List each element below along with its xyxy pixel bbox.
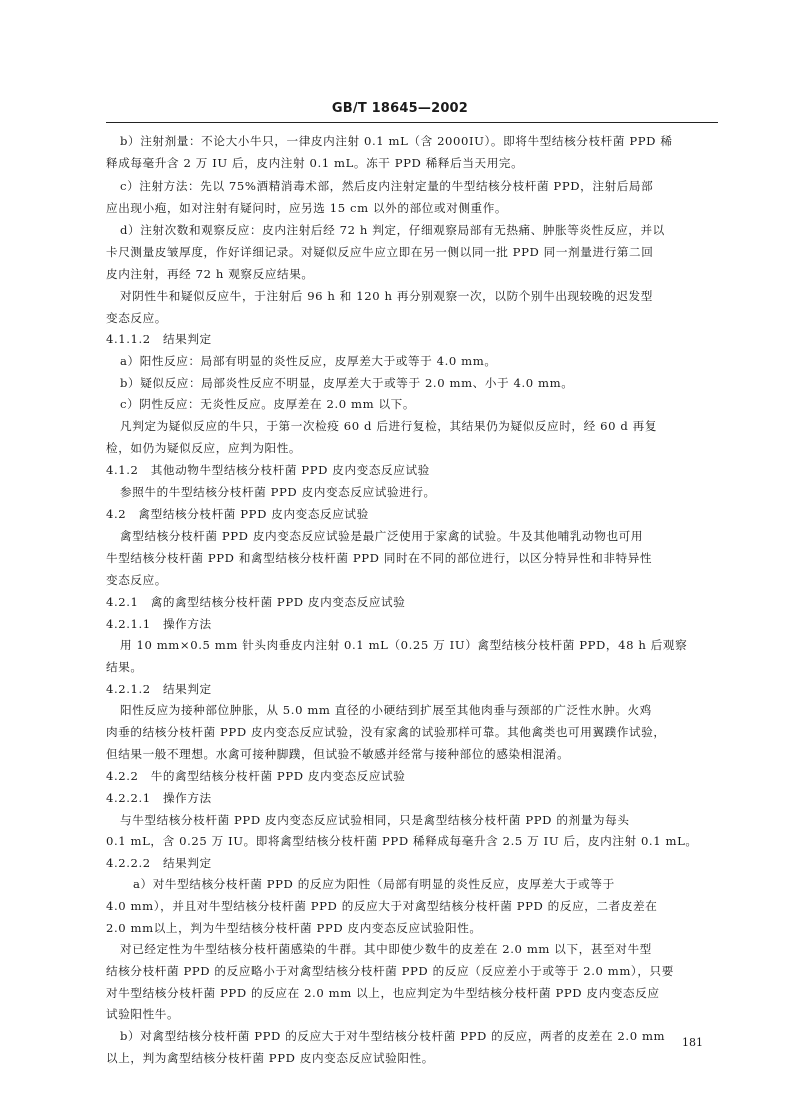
text-line: 试验阳性牛。 [106, 1007, 180, 1021]
text-line: b）注射剂量：不论大小牛只，一律皮内注射 0.1 mL（含 2000IU）。即将牛型结核分枝杆菌 PPD 稀 [120, 134, 673, 148]
text-line: 用 10 mm×0.5 mm 针头肉垂皮内注射 0.1 mL（0.25 万 IU）禽型结核分枝杆菌 PPD，48 h 后观察 [120, 638, 688, 652]
text-line: 应出现小疱，如对注射有疑问时，应另选 15 cm 以外的部位或对侧重作。 [106, 201, 508, 215]
text-line: 参照牛的牛型结核分枝杆菌 PPD 皮内变态反应试验进行。 [120, 485, 436, 499]
text-line: 释成每毫升含 2 万 IU 后，皮内注射 0.1 mL。冻干 PPD 稀释后当天用完。 [106, 156, 524, 170]
text-line: d）注射次数和观察反应：皮内注射后经 72 h 判定，仔细观察局部有无热痛、肿胀等炎性反应，并以 [120, 223, 665, 237]
text-line: 4.2.1.1 操作方法 [106, 617, 212, 631]
text-line: 0.1 mL，含 0.25 万 IU。即将禽型结核分枝杆菌 PPD 稀释成每毫升含 2.5 万 IU 后，皮内注射 0.1 mL。 [106, 834, 698, 848]
text-line: 4.1.2 其他动物牛型结核分枝杆菌 PPD 皮内变态反应试验 [106, 463, 430, 477]
text-line: 变态反应。 [106, 311, 167, 325]
header-rule [106, 122, 718, 123]
text-line: 对已经定性为牛型结核分枝杆菌感染的牛群。其中即使少数牛的皮差在 2.0 mm 以下，甚至对牛型 [120, 942, 652, 956]
text-line: b）疑似反应：局部炎性反应不明显，皮厚差大于或等于 2.0 mm、小于 4.0 mm。 [120, 376, 574, 390]
text-line: 4.2.1.2 结果判定 [106, 682, 212, 696]
text-line: 禽型结核分枝杆菌 PPD 皮内变态反应试验是最广泛使用于家禽的试验。牛及其他哺乳动物也可用 [120, 529, 644, 543]
text-line: 4.2.2.1 操作方法 [106, 791, 212, 805]
text-line: 检，如仍为疑似反应，应判为阳性。 [106, 441, 302, 455]
text-line: 4.2 禽型结核分枝杆菌 PPD 皮内变态反应试验 [106, 507, 369, 521]
text-line: 2.0 mm以上，判为牛型结核分枝杆菌 PPD 皮内变态反应试验阳性。 [106, 921, 482, 935]
text-line: 4.2.2.2 结果判定 [106, 856, 212, 870]
text-line: 凡判定为疑似反应的牛只，于第一次检疫 60 d 后进行复检，其结果仍为疑似反应时，经 60 d 再复 [120, 419, 658, 433]
text-line: 阳性反应为接种部位肿胀，从 5.0 mm 直径的小硬结到扩展至其他肉垂与颈部的广泛性水肿。火鸡 [120, 703, 652, 717]
text-line: 4.2.2 牛的禽型结核分枝杆菌 PPD 皮内变态反应试验 [106, 769, 406, 783]
text-line: a）阳性反应：局部有明显的炎性反应，皮厚差大于或等于 4.0 mm。 [120, 354, 497, 368]
text-line: 结果。 [106, 660, 143, 674]
text-line: a）对牛型结核分枝杆菌 PPD 的反应为阳性（局部有明显的炎性反应，皮厚差大于或等于 [133, 877, 615, 891]
text-line: c）阴性反应：无炎性反应。皮厚差在 2.0 mm 以下。 [120, 397, 416, 411]
text-line: 对阴性牛和疑似反应牛，于注射后 96 h 和 120 h 再分别观察一次，以防个别牛出现较晚的迟发型 [120, 289, 653, 303]
text-line: 结核分枝杆菌 PPD 的反应略小于对禽型结核分枝杆菌 PPD 的反应（反应差小于或等于 2.0 mm），只要 [106, 964, 674, 978]
text-line: c）注射方法：先以 75%酒精消毒术部，然后皮内注射定量的牛型结核分枝杆菌 PPD，注射后局部 [120, 179, 654, 193]
text-line: 以上，判为禽型结核分枝杆菌 PPD 皮内变态反应试验阳性。 [106, 1051, 434, 1065]
text-line: 变态反应。 [106, 573, 167, 587]
page-number: 181 [682, 1036, 703, 1049]
text-line: 牛型结核分枝杆菌 PPD 和禽型结核分枝杆菌 PPD 同时在不同的部位进行，以区分特异性和非特异性 [106, 551, 653, 565]
text-line: 4.0 mm），并且对牛型结核分枝杆菌 PPD 的反应大于对禽型结核分枝杆菌 PPD 的反应，二者皮差在 [106, 899, 658, 913]
text-line: 卡尺测量皮皱厚度，作好详细记录。对疑似反应牛应立即在另一侧以同一批 PPD 同一剂量进行第二回 [106, 245, 654, 259]
text-line: 皮内注射，再经 72 h 观察反应结果。 [106, 267, 314, 281]
text-line: 与牛型结核分枝杆菌 PPD 皮内变态反应试验相同，只是禽型结核分枝杆菌 PPD 的剂量为每头 [120, 813, 630, 827]
text-line: b）对禽型结核分枝杆菌 PPD 的反应大于对牛型结核分枝杆菌 PPD 的反应，两者的皮差在 2.0 mm [120, 1029, 666, 1043]
text-line: 4.2.1 禽的禽型结核分枝杆菌 PPD 皮内变态反应试验 [106, 595, 406, 609]
text-line: 4.1.1.2 结果判定 [106, 332, 212, 346]
text-line: 对牛型结核分枝杆菌 PPD 的反应在 2.0 mm 以上，也应判定为牛型结核分枝杆菌 PPD 皮内变态反应 [106, 986, 660, 1000]
text-line: 肉垂的结核分枝杆菌 PPD 皮内变态反应试验，没有家禽的试验那样可靠。其他禽类也可用翼蹼作试验， [106, 725, 666, 739]
standard-code-header: GB/T 18645—2002 [331, 101, 469, 116]
text-line: 但结果一般不理想。水禽可接种脚蹼，但试验不敏感并经常与接种部位的感染相混淆。 [106, 747, 570, 761]
